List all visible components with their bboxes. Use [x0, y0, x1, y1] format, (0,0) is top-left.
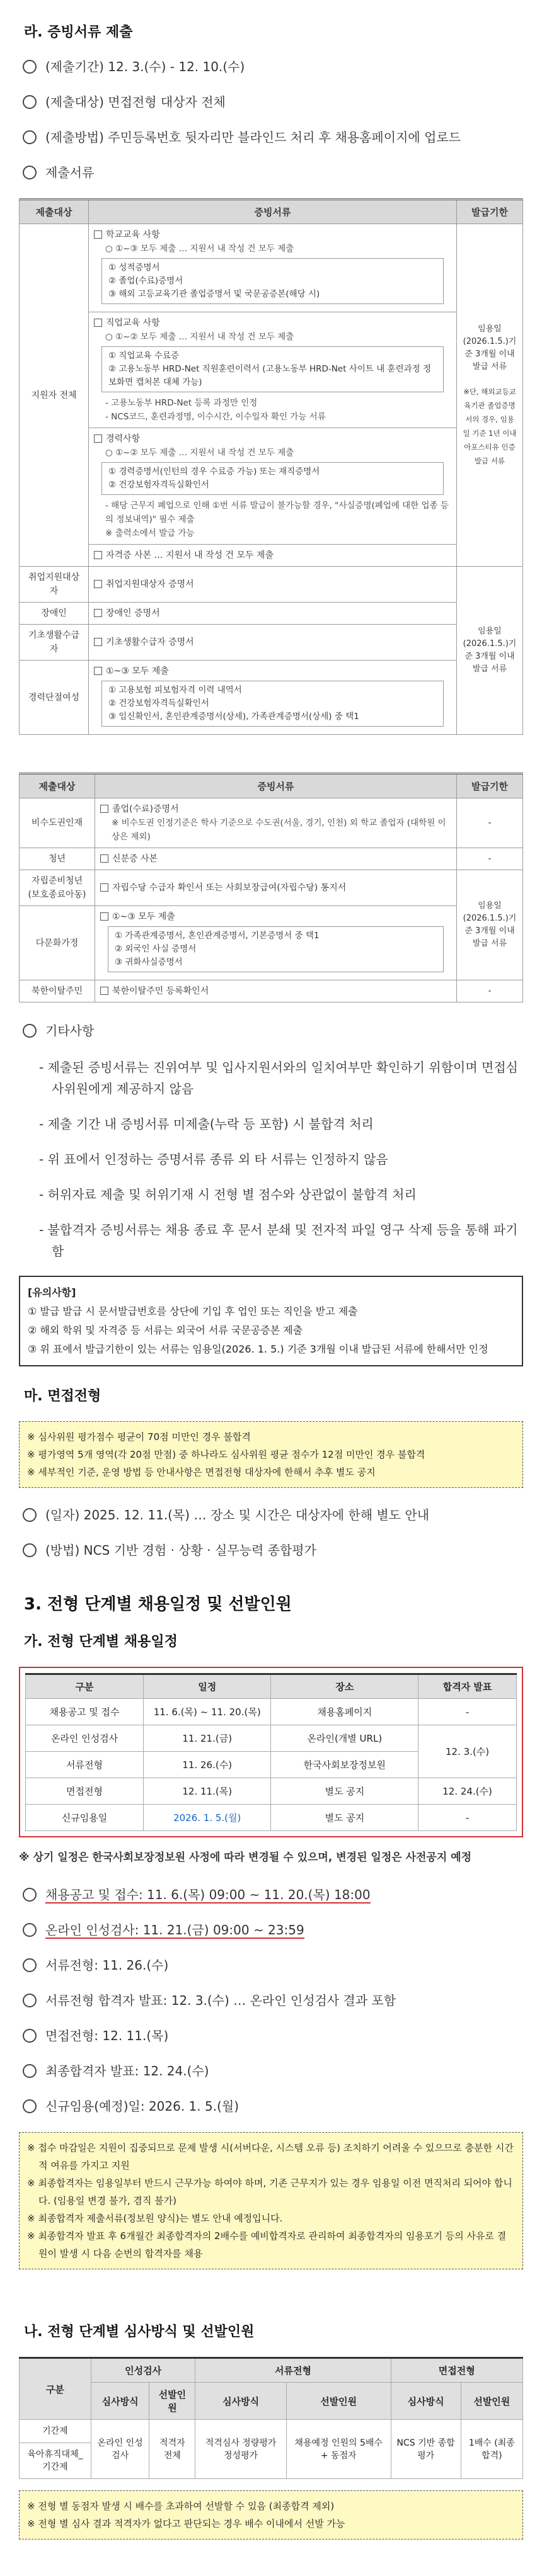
checkbox-icon	[94, 230, 102, 239]
checkbox-icon	[94, 638, 102, 646]
schedule-frame	[19, 1667, 523, 1837]
ra-item: 제출서류	[23, 163, 523, 182]
circle-bullet-icon	[23, 1024, 37, 1038]
checkbox-icon	[100, 854, 108, 863]
ra-item: (제출방법) 주민등록번호 뒷자리만 블라인드 처리 후 채용홈페이지에 업로드	[23, 128, 523, 147]
checkbox-icon	[94, 609, 102, 617]
circle-bullet-icon	[23, 1994, 37, 2007]
section-ra-title: 라. 증빙서류 제출	[24, 25, 133, 40]
col-header: 증빙서류	[89, 200, 457, 224]
etc-item: - 허위자료 제출 및 허위기재 시 전형 별 점수와 상관없이 불합격 처리	[39, 1187, 417, 1202]
target-cell: 경력단절여성	[20, 661, 89, 735]
circle-bullet-icon	[23, 166, 37, 179]
deadline-cell: 임용일 (2026.1.5.)기준 3개월 이내 발급 서류 ※단, 해외교등교육기관 졸업증명서의 경우, 임용일 기준 1년 이내 아포스티유 인증 발급 서류	[457, 224, 523, 567]
table-row: 면접전형 12. 11.(목) 별도 공지 12. 24.(수)	[26, 1778, 517, 1805]
circle-bullet-icon	[23, 1958, 37, 1972]
checkbox-icon	[100, 883, 108, 892]
table-row: 채용공고 및 접수 11. 6.(목) ~ 11. 20.(목) 채용홈페이지 -	[26, 1699, 517, 1725]
interview-notice-box: ※ 심사위원 평가점수 평균이 70점 미만인 경우 불합격 ※ 평가영역 5개 영역(각 20점 만점) 중 하나라도 심사위원 평균 점수가 12점 미만인 경우 불합격 ※ 세부적인 기준, 운영 방법 등 안내사항은 면접전형 대상자에 한해서 추후 별도 공지	[19, 1421, 523, 1488]
career-items-box: ① 경력증명서(인턴의 경우 수료증 가능) 또는 재직증명서 ② 건강보험자격득실확인서	[101, 462, 444, 495]
target-cell: 기초생활수급자	[20, 625, 89, 661]
job-cell: 직업교육 사항 ○ ①~② 모두 제출 … 지원서 내 작성 건 모두 제출 ① 직업교육 수료증 ② 고용노동부 HRD-Net 직원훈련이력서 (고용노동부 HRD-Net 사이트 내 훈련과정 정보화면 캡처본 대체 가능) - 고용노동부 HRD-Net 등록 과정만 인정 - NCS코드, 훈련과정명, 이수시간, 이수일자 확인 가능 서류	[89, 312, 457, 428]
schedule-table: 구분 일정 장소 합격자 발표 채용공고 및 접수 11. 6.(목) ~ 11. 20.(목) 채용홈페이지 - 온라인 인성검사 11. 21.(금) 온라인(개별 URL) 12. 3.(수) 서류전형 11. 26.(수) 한국사회보장정보원 면접전형 12. 11.(목) 별도 공지 12. 24.(수) 신규임용일 2026. 1. 5.(월) 별도 공지 -	[25, 1673, 517, 1831]
circle-bullet-icon	[23, 130, 37, 144]
target-cell: 북한이탈주민	[20, 980, 95, 1002]
circle-bullet-icon	[23, 2099, 37, 2113]
cert-cell: 자격증 사본 … 지원서 내 작성 건 모두 제출	[89, 545, 457, 567]
etc-item: - 불합격자 증빙서류는 채용 종료 후 문서 분쇄 및 전자적 파일 영구 삭제 등을 통해 파기함	[39, 1222, 518, 1259]
table-row: 신규임용일 2026. 1. 5.(월) 별도 공지 -	[26, 1805, 517, 1831]
table-row: 기간제 온라인 인성검사 적격자 전체 적격심사 정량평가 정성평가 채용예정 인원의 5배수 + 동점자 NCS 기반 종합평가 1배수 (최종합격)	[20, 2420, 523, 2443]
etc-item: - 위 표에서 인정하는 증명서류 종류 외 타 서류는 인정하지 않음	[39, 1152, 388, 1167]
deadline-cell: 임용일 (2026.1.5.)기준 3개월 이내 발급 서류	[457, 870, 523, 980]
documents-table-1: 제출대상 증빙서류 발급기한 지원자 전체 학교교육 사항 ○ ①~③ 모두 제출 … 지원서 내 작성 건 모두 제출 ① 성적증명서 ② 졸업(수료)증명서 ③ 해외 고등교육기관 졸업증명서 및 국문공증본(해당 시) 임용일 (2026.1.5.)기준 3개월 이내 발급 서류 ※단, 해외교등교육기관 졸업증명서의 경우, 임용일 기준 1년 이내 아포스티유 인증 발급 서류 직업교육 사항 ○ ①~② 모두 제출 … 지원서 내 작성 건 모두 제출 ① 직업교육 수료증 ② 고용노동부 HRD-Net 직원훈련이력서 (고용노동부 HRD-Net 사이트 내 훈련과정 정보화면 캡처본 대체 가능) - 고용노동부 HRD-Net 등록 과정만 인정 - NCS코드, 훈련과정명, 이수시간, 이수일자 확인 가능 서류 경력사항 ○ ①~② 모두 제출 … 지원서 내 작성 건 모두 제출 ① 경력증명서(인턴의 경우 수료증 가능) 또는 재직증명서 ② 건강보험자격득실확인서 - 해당 근무지 폐업으로 인해 ①번 서류 발급이 불가능할 경우, "사실증명(폐업에 대한 업종 등의 정보내역)" 필수 제출 ※ 출력소에서 발급 가능 자격증 사본 … 지원서 내 작성 건 모두 제출 취업지원대상자 취업지원대상자 증명서 임용일 (2026.1.5.)기준 3개월 이내 발급 서류 장애인 장애인 증명서 기초생활수급자 기초생활수급자 증명서 경력단절여성 ①~③ 모두 제출 ① 고용보험 피보험자격 이력 내역서 ② 건강보험자격득실확인서 ③ 임신확인서, 혼인관계증명서(상세), 가족관계증명서(상세) 중 택1	[19, 198, 523, 735]
ra-list	[19, 57, 523, 182]
table-row: 온라인 인성검사 11. 21.(금) 온라인(개별 URL) 12. 3.(수)	[26, 1725, 517, 1752]
checkbox-icon	[94, 319, 102, 327]
caution-box: [유의사항] ① 발급 발급 시 문서발급번호를 상단에 기입 후 업인 또는 직인을 받고 제출 ② 해외 학위 및 자격증 등 서류는 외국어 서류 국문공증본 제출 ③ 위 표에서 발급기한이 있는 서류는 임용일(2026. 1. 5.) 기준 3개월 이내 발급된 서류에 한해서만 인정	[19, 1276, 523, 1366]
circle-bullet-icon	[23, 2029, 37, 2043]
checkbox-icon	[94, 551, 102, 559]
deadline-cell: 임용일 (2026.1.5.)기준 3개월 이내 발급 서류	[457, 567, 523, 735]
career-cell: 경력사항 ○ ①~② 모두 제출 … 지원서 내 작성 건 모두 제출 ① 경력증명서(인턴의 경우 수료증 가능) 또는 재직증명서 ② 건강보험자격득실확인서 - 해당 근무지 폐업으로 인해 ①번 서류 발급이 불가능할 경우, "사실증명(폐업에 대한 업종 등의 정보내역)" 필수 제출 ※ 출력소에서 발급 가능	[89, 428, 457, 545]
edu-items-box: ① 성적증명서 ② 졸업(수료)증명서 ③ 해외 고등교육기관 졸업증명서 및 국문공증본(해당 시)	[101, 258, 444, 304]
col-header: 제출대상	[20, 774, 95, 798]
section-na-title: 나. 전형 단계별 심사방식 및 선발인원	[24, 2324, 255, 2340]
exp-items-box: ① 고용보험 피보험자격 이력 내역서 ② 건강보험자격득실확인서 ③ 임신확인서, 혼인관계증명서(상세), 가족관계증명서(상세) 중 택1	[101, 681, 444, 727]
documents-table-2: 제출대상 증빙서류 발급기한 비수도권인재 졸업(수료)증명서 ※ 비수도권 인정기준은 학사 기준으로 수도권(서울, 경기, 인천) 외 학교 졸업자 (대학원 이상은 제외) - 청년 신분증 사본 - 자립준비청년 (보호종료아동) 자립수당 수급자 확인서 또는 사회보장급여(자립수당) 통지서 임용일 (2026.1.5.)기준 3개월 이내 발급 서류 다문화가정 ①~③ 모두 제출 ① 가족관계증명서, 혼인관계증명서, 기본증명서 중 택1 ② 외국인 사실 증명서 ③ 귀화사실증명서 북한이탈주민 북한이탈주민 등록확인서 -	[19, 773, 523, 1002]
target-cell: 취업지원대상자	[20, 567, 89, 603]
circle-bullet-icon	[23, 1543, 37, 1557]
job-items-box: ① 직업교육 수료증 ② 고용노동부 HRD-Net 직원훈련이력서 (고용노동부 HRD-Net 사이트 내 훈련과정 정보화면 캡처본 대체 가능)	[101, 346, 444, 392]
checkbox-icon	[94, 580, 102, 588]
col-header: 발급기한	[457, 200, 523, 224]
section-ga-title: 가. 전형 단계별 채용일정	[24, 1634, 178, 1650]
ma-item: (방법) NCS 기반 경험 · 상황 · 실무능력 종합평가	[23, 1541, 523, 1560]
target-cell: 다문화가정	[20, 906, 95, 980]
target-cell: 자립준비청년 (보호종료아동)	[20, 870, 95, 906]
exp-cell: ①~③ 모두 제출 ① 고용보험 피보험자격 이력 내역서 ② 건강보험자격득실확인서 ③ 임신확인서, 혼인관계증명서(상세), 가족관계증명서(상세) 중 택1	[89, 661, 457, 735]
circle-bullet-icon	[23, 60, 37, 74]
table-row: 서류전형 11. 26.(수) 한국사회보장정보원	[26, 1752, 517, 1778]
table-row: 육아휴직대체_기간제	[20, 2443, 523, 2479]
checkbox-icon	[100, 987, 108, 995]
target-cell: 지원자 전체	[20, 224, 89, 567]
circle-bullet-icon	[23, 2064, 37, 2078]
col-header: 제출대상	[20, 200, 89, 224]
final-notice-box: ※ 전형 별 동점자 발생 시 배수를 초과하여 선발할 수 있음 (최종합격 제외) ※ 전형 별 심사 결과 적격자가 없다고 판단되는 경우 배수 이내에서 선발 가능	[19, 2490, 523, 2539]
ra-item: (제출대상) 면접전형 대상자 전체	[23, 93, 523, 111]
etc-item: - 제출된 증빙서류는 진위여부 및 입사지원서와의 일치여부만 확인하기 위함이며 면접심사위원에게 제공하지 않음	[39, 1060, 518, 1096]
circle-bullet-icon	[23, 95, 37, 109]
col-header: 증빙서류	[95, 774, 457, 798]
section-3-title: 3. 전형 단계별 채용일정 및 선발인원	[24, 1595, 292, 1614]
schedule-note: ※ 상기 일정은 한국사회보장정보원 사정에 따라 변경될 수 있으며, 변경된 일정은 사전공지 예정	[19, 1851, 472, 1864]
evaluation-table: 구분 인성검사 서류전형 면접전형 심사방식 선발인원 심사방식 선발인원 심사방식 선발인원 기간제 온라인 인성검사 적격자 전체 적격심사 정량평가 정성평가 채용예정 인원의 5배수 + 동점자 NCS 기반 종합평가 1배수 (최종합격) 육아휴직대체_기간제	[19, 2357, 523, 2479]
col-header: 발급기한	[457, 774, 523, 798]
etc-title: 기타사항	[23, 1021, 523, 1040]
checkbox-icon	[94, 434, 102, 443]
ra-item: (제출기간) 12. 3.(수) - 12. 10.(수)	[23, 57, 523, 76]
target-cell: 장애인	[20, 603, 89, 625]
circle-bullet-icon	[23, 1923, 37, 1937]
checkbox-icon	[100, 912, 108, 921]
ma-item: (일자) 2025. 12. 11.(목) … 장소 및 시간은 대상자에 한해 별도 안내	[23, 1506, 523, 1524]
circle-bullet-icon	[23, 1508, 37, 1522]
schedule-notice-box: ※ 접수 마감일은 지원이 집중되므로 문제 발생 시(서버다운, 시스템 오류 등) 조치하기 어려울 수 있으므로 충분한 시간적 여유를 가지고 지원 ※ 최종합격자는 임용일부터 반드시 근무가능 하여야 하며, 기존 근무지가 있는 경우 임용일 이전 면직처리 되어야 합니다. (임용일 변경 불가, 겸직 불가) ※ 최종합격자 제출서류(정보원 양식)는 별도 안내 예정입니다. ※ 최종합격자 발표 후 6개월간 최종합격자의 2배수를 예비합격자로 관리하여 최종합격자의 임용포기 등의 사유로 결원이 발생 시 다음 순번의 합격자를 채용	[19, 2132, 523, 2269]
target-cell: 청년	[20, 848, 95, 870]
edu-cell: 학교교육 사항 ○ ①~③ 모두 제출 … 지원서 내 작성 건 모두 제출 ① 성적증명서 ② 졸업(수료)증명서 ③ 해외 고등교육기관 졸업증명서 및 국문공증본(해당 시)	[89, 224, 457, 312]
checkbox-icon	[100, 805, 108, 813]
section-ma-title: 마. 면접전형	[24, 1388, 101, 1404]
circle-bullet-icon	[23, 1888, 37, 1902]
checkbox-icon	[94, 667, 102, 675]
etc-item: - 제출 기간 내 증빙서류 미제출(누락 등 포함) 시 불합격 처리	[39, 1116, 374, 1132]
multicultural-items-box: ① 가족관계증명서, 혼인관계증명서, 기본증명서 중 택1 ② 외국인 사실 증명서 ③ 귀화사실증명서	[108, 926, 444, 972]
target-cell: 비수도권인재	[20, 798, 95, 848]
